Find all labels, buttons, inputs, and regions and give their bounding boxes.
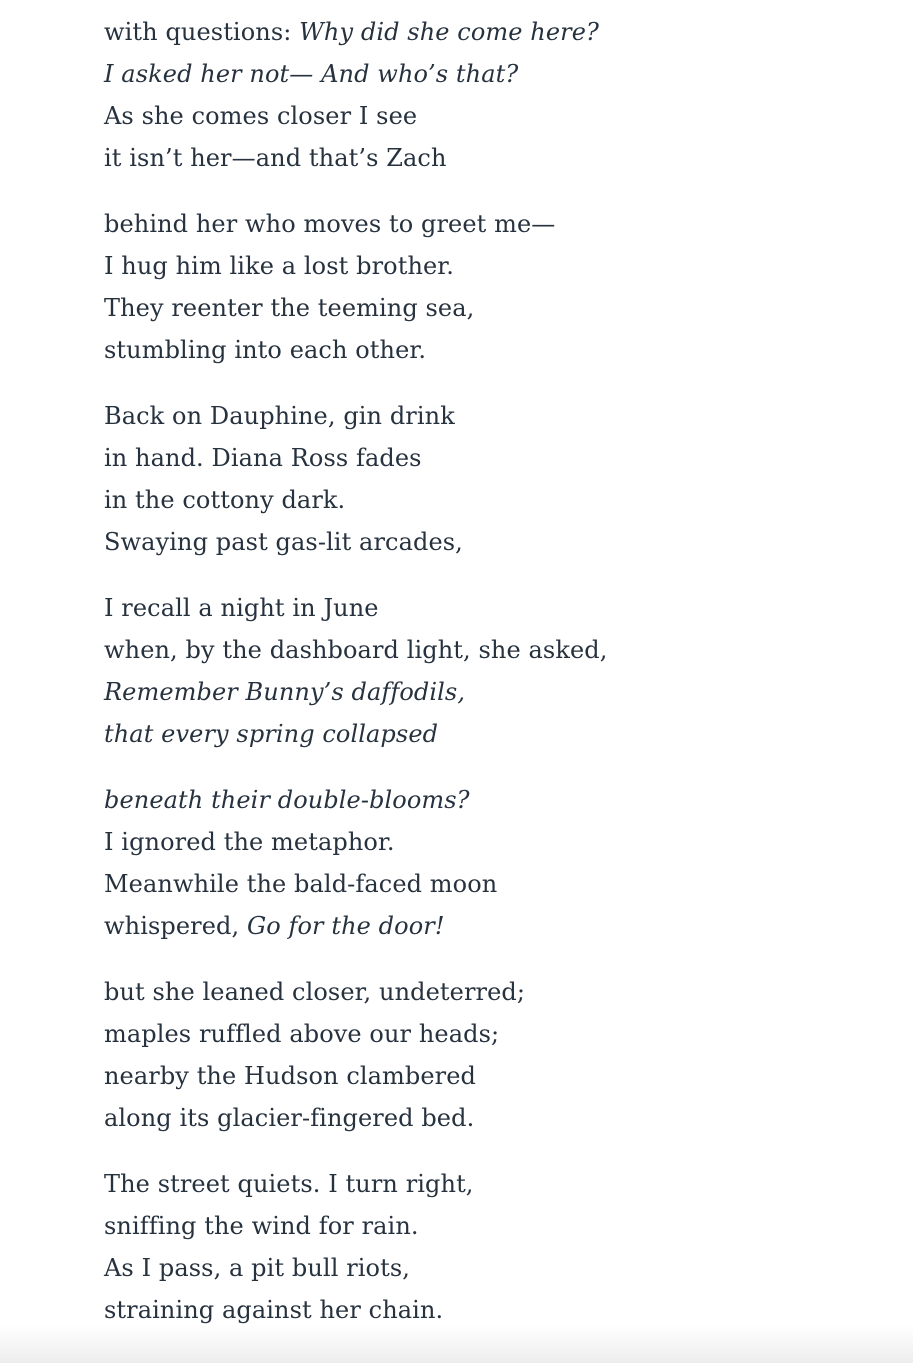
poem-line <box>104 971 804 1013</box>
line-text: but she leaned closer, undeterred; <box>104 978 526 1006</box>
stanza <box>104 395 804 563</box>
line-text: They reenter the teeming sea, <box>104 294 475 322</box>
poem-line <box>104 95 804 137</box>
line-text: in hand. Diana Ross fades <box>104 444 422 472</box>
line-text: when, by the dashboard light, she asked, <box>104 636 608 664</box>
poem-line <box>104 245 804 287</box>
poem-line <box>104 1097 804 1139</box>
italic-text: that every spring collapsed <box>104 720 439 748</box>
italic-text: Go for the door! <box>246 912 445 940</box>
line-text: maples ruffled above our heads; <box>104 1020 500 1048</box>
poem-line <box>104 1013 804 1055</box>
line-text: Meanwhile the bald-faced moon <box>104 870 498 898</box>
line-text: nearby the Hudson clambered <box>104 1062 477 1090</box>
line-text: it isn’t her—and that’s Zach <box>104 144 447 172</box>
poem-line <box>104 1205 804 1247</box>
poem-line <box>104 287 804 329</box>
stanza <box>104 11 804 179</box>
poem-line <box>104 629 804 671</box>
bottom-scroll-fade <box>0 1325 913 1363</box>
poem-line <box>104 53 804 95</box>
poem-line <box>104 779 804 821</box>
italic-text: Why did she come here? <box>299 18 599 46</box>
poem-line <box>104 671 804 713</box>
line-text: along its glacier-fingered bed. <box>104 1104 475 1132</box>
stanza <box>104 779 804 947</box>
line-text: I hug him like a lost brother. <box>104 252 454 280</box>
line-text: straining against her chain. <box>104 1296 444 1324</box>
line-text: in the cottony dark. <box>104 486 346 514</box>
italic-text: beneath their double-blooms? <box>104 786 470 814</box>
poem-line <box>104 863 804 905</box>
poem-line <box>104 1247 804 1289</box>
stanza <box>104 971 804 1139</box>
italic-text: I asked her not— And who’s that? <box>104 60 519 88</box>
poem-line <box>104 11 804 53</box>
poem-line <box>104 713 804 755</box>
stanza <box>104 587 804 755</box>
stanza <box>104 1163 804 1331</box>
italic-text: Remember Bunny’s daffodils, <box>104 678 466 706</box>
poem-line <box>104 1163 804 1205</box>
line-text: Swaying past gas-lit arcades, <box>104 528 463 556</box>
poem-line <box>104 137 804 179</box>
poem-body <box>104 11 804 1355</box>
poem-line <box>104 521 804 563</box>
poem-line <box>104 395 804 437</box>
line-text: As I pass, a pit bull riots, <box>104 1254 410 1282</box>
poem-line <box>104 1055 804 1097</box>
poem-line <box>104 329 804 371</box>
line-text: with questions: <box>104 18 300 46</box>
line-text: stumbling into each other. <box>104 336 427 364</box>
line-text: sniffing the wind for rain. <box>104 1212 419 1240</box>
poem-line <box>104 905 804 947</box>
line-text: whispered, <box>104 912 247 940</box>
line-text: I ignored the metaphor. <box>104 828 395 856</box>
line-text: As she comes closer I see <box>104 102 418 130</box>
poem-line <box>104 821 804 863</box>
poem-line <box>104 437 804 479</box>
poem-line <box>104 587 804 629</box>
line-text: behind her who moves to greet me— <box>104 210 556 238</box>
line-text: I recall a night in June <box>104 594 379 622</box>
stanza <box>104 203 804 371</box>
poem-line <box>104 203 804 245</box>
line-text: Back on Dauphine, gin drink <box>104 402 455 430</box>
line-text: The street quiets. I turn right, <box>104 1170 474 1198</box>
poem-line <box>104 479 804 521</box>
